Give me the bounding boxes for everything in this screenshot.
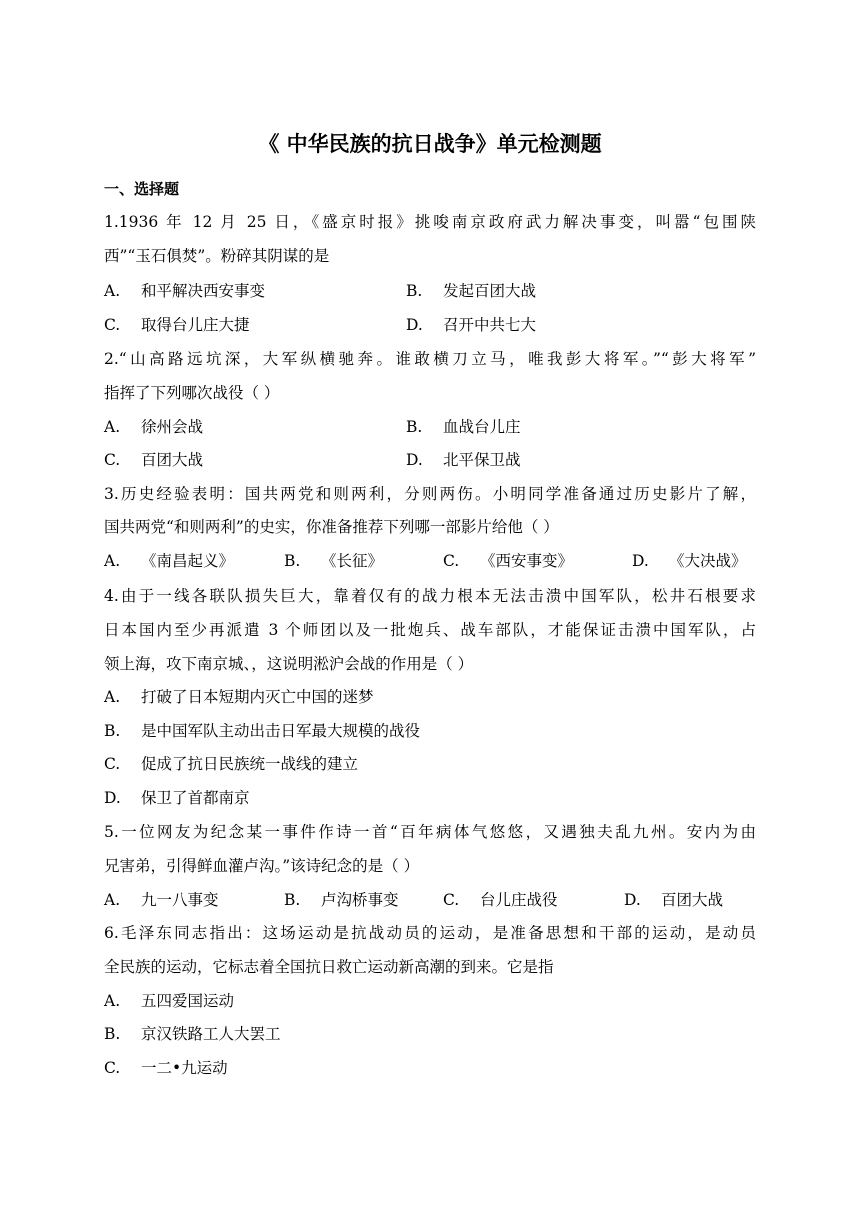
option-text: 保卫了首都南京: [141, 789, 250, 807]
option-letter: C.: [443, 891, 460, 909]
q4-option-a: [104, 685, 374, 707]
option-letter: C.: [443, 552, 460, 570]
q5-option-a: [104, 888, 219, 910]
option-letter: A.: [104, 992, 121, 1010]
q3-option-a: [104, 549, 234, 571]
option-letter: A.: [104, 891, 121, 909]
option-letter: A.: [104, 418, 121, 436]
option-letter: B.: [406, 282, 423, 300]
q2-option-b: [406, 415, 521, 437]
q4-option-c: [104, 752, 358, 774]
option-text: 台儿庄战役: [480, 891, 558, 909]
option-text: 百团大战: [141, 451, 204, 469]
option-text: 打破了日本短期内灭亡中国的迷梦: [141, 688, 374, 706]
option-letter: D.: [632, 552, 649, 570]
q5-option-b: [284, 888, 399, 910]
option-letter: A.: [104, 282, 121, 300]
q1-option-d: [406, 313, 536, 335]
option-text: 是中国军队主动出击日军最大规模的战役: [141, 722, 421, 740]
option-text: 京汉铁路工人大罢工: [141, 1025, 281, 1043]
option-text: 五四爱国运动: [141, 992, 235, 1010]
option-letter: B.: [284, 891, 301, 909]
option-text: 和平解决西安事变: [141, 282, 266, 300]
q2-option-d: [406, 448, 521, 470]
question-6-line-2: 全民族的运动，它标志着全国抗日救亡运动新高潮的到来。它是指: [104, 958, 554, 976]
option-text: 血战台儿庄: [443, 418, 521, 436]
option-text: 取得台儿庄大捷: [141, 316, 250, 334]
q3-option-d: [632, 549, 747, 571]
question-5-line-1: 5.一位网友为纪念某一事件作诗一首“百年病体气悠悠，又遇独夫乱九州。安内为由: [104, 823, 756, 841]
q3-option-c: [443, 549, 573, 571]
question-3-line-2: 国共两党“和则两利”的史实，你准备推荐下列哪一部影片给他（ ）: [104, 518, 559, 536]
option-letter: C.: [104, 451, 121, 469]
q1-option-a: [104, 279, 265, 301]
option-text: 召开中共七大: [443, 316, 537, 334]
q4-option-b: [104, 719, 420, 741]
option-letter: D.: [406, 451, 423, 469]
option-letter: B.: [284, 552, 301, 570]
option-letter: D.: [624, 891, 641, 909]
q6-option-c: [104, 1056, 228, 1078]
question-4-line-2: 日本国内至少再派遣 3 个师团以及一批炮兵、战车部队，才能保证击溃中国军队，占: [104, 621, 756, 639]
option-letter: D.: [104, 789, 121, 807]
option-letter: B.: [104, 1025, 121, 1043]
question-5-line-2: 兄害弟，引得鲜血灌卢沟。”该诗纪念的是（ ）: [104, 857, 420, 875]
q6-option-b: [104, 1022, 281, 1044]
q3-option-b: [284, 549, 383, 571]
option-text: 徐州会战: [141, 418, 204, 436]
question-1-line-1: 1.1936 年 12 月 25 日，《盛京时报》挑唆南京政府武力解决事变，叫嚣“包围陕: [104, 213, 756, 231]
question-2-line-1: 2.“山高路远坑深，大军纵横驰奔。谁敢横刀立马，唯我彭大将军。”“彭大将军”: [104, 350, 756, 368]
option-text: 《西安事变》: [480, 552, 574, 570]
q4-option-d: [104, 786, 250, 808]
option-letter: C.: [104, 316, 121, 334]
section-heading: 一、选择题: [104, 180, 180, 198]
question-6-line-1: 6.毛泽东同志指出：这场运动是抗战动员的运动，是准备思想和干部的运动，是动员: [104, 924, 756, 942]
q2-option-a: [104, 415, 203, 437]
q5-option-c: [443, 888, 558, 910]
question-3-line-1: 3.历史经验表明：国共两党和则两利，分则两伤。小明同学准备通过历史影片了解，: [104, 485, 756, 503]
q2-option-c: [104, 448, 203, 470]
option-letter: C.: [104, 1059, 121, 1077]
option-letter: A.: [104, 552, 121, 570]
option-letter: B.: [104, 722, 121, 740]
option-text: 发起百团大战: [443, 282, 537, 300]
option-text: 《南昌起义》: [141, 552, 235, 570]
option-text: 一二•九运动: [141, 1059, 228, 1077]
option-text: 百团大战: [661, 891, 724, 909]
option-letter: B.: [406, 418, 423, 436]
option-letter: D.: [406, 316, 423, 334]
q6-option-a: [104, 989, 234, 1011]
question-4-line-1: 4.由于一线各联队损失巨大，靠着仅有的战力根本无法击溃中国军队，松井石根要求: [104, 587, 756, 605]
q1-option-b: [406, 279, 536, 301]
option-text: 《长征》: [321, 552, 384, 570]
option-letter: C.: [104, 755, 121, 773]
option-text: 北平保卫战: [443, 451, 521, 469]
option-letter: A.: [104, 688, 121, 706]
option-text: 促成了抗日民族统一战线的建立: [141, 755, 359, 773]
question-2-line-2: 指挥了下列哪次战役（ ）: [104, 384, 280, 402]
option-text: 九一八事变: [141, 891, 219, 909]
q5-option-d: [624, 888, 723, 910]
option-text: 卢沟桥事变: [321, 891, 399, 909]
q1-option-c: [104, 313, 250, 335]
option-text: 《大决战》: [669, 552, 747, 570]
question-4-line-3: 领上海，攻下南京城、，这说明淞沪会战的作用是（ ）: [104, 655, 474, 673]
page-title: 《 中华民族的抗日战争》单元检测题: [258, 132, 602, 156]
question-1-line-2: 西”“玉石俱焚”。粉碎其阴谋的是: [104, 247, 330, 265]
